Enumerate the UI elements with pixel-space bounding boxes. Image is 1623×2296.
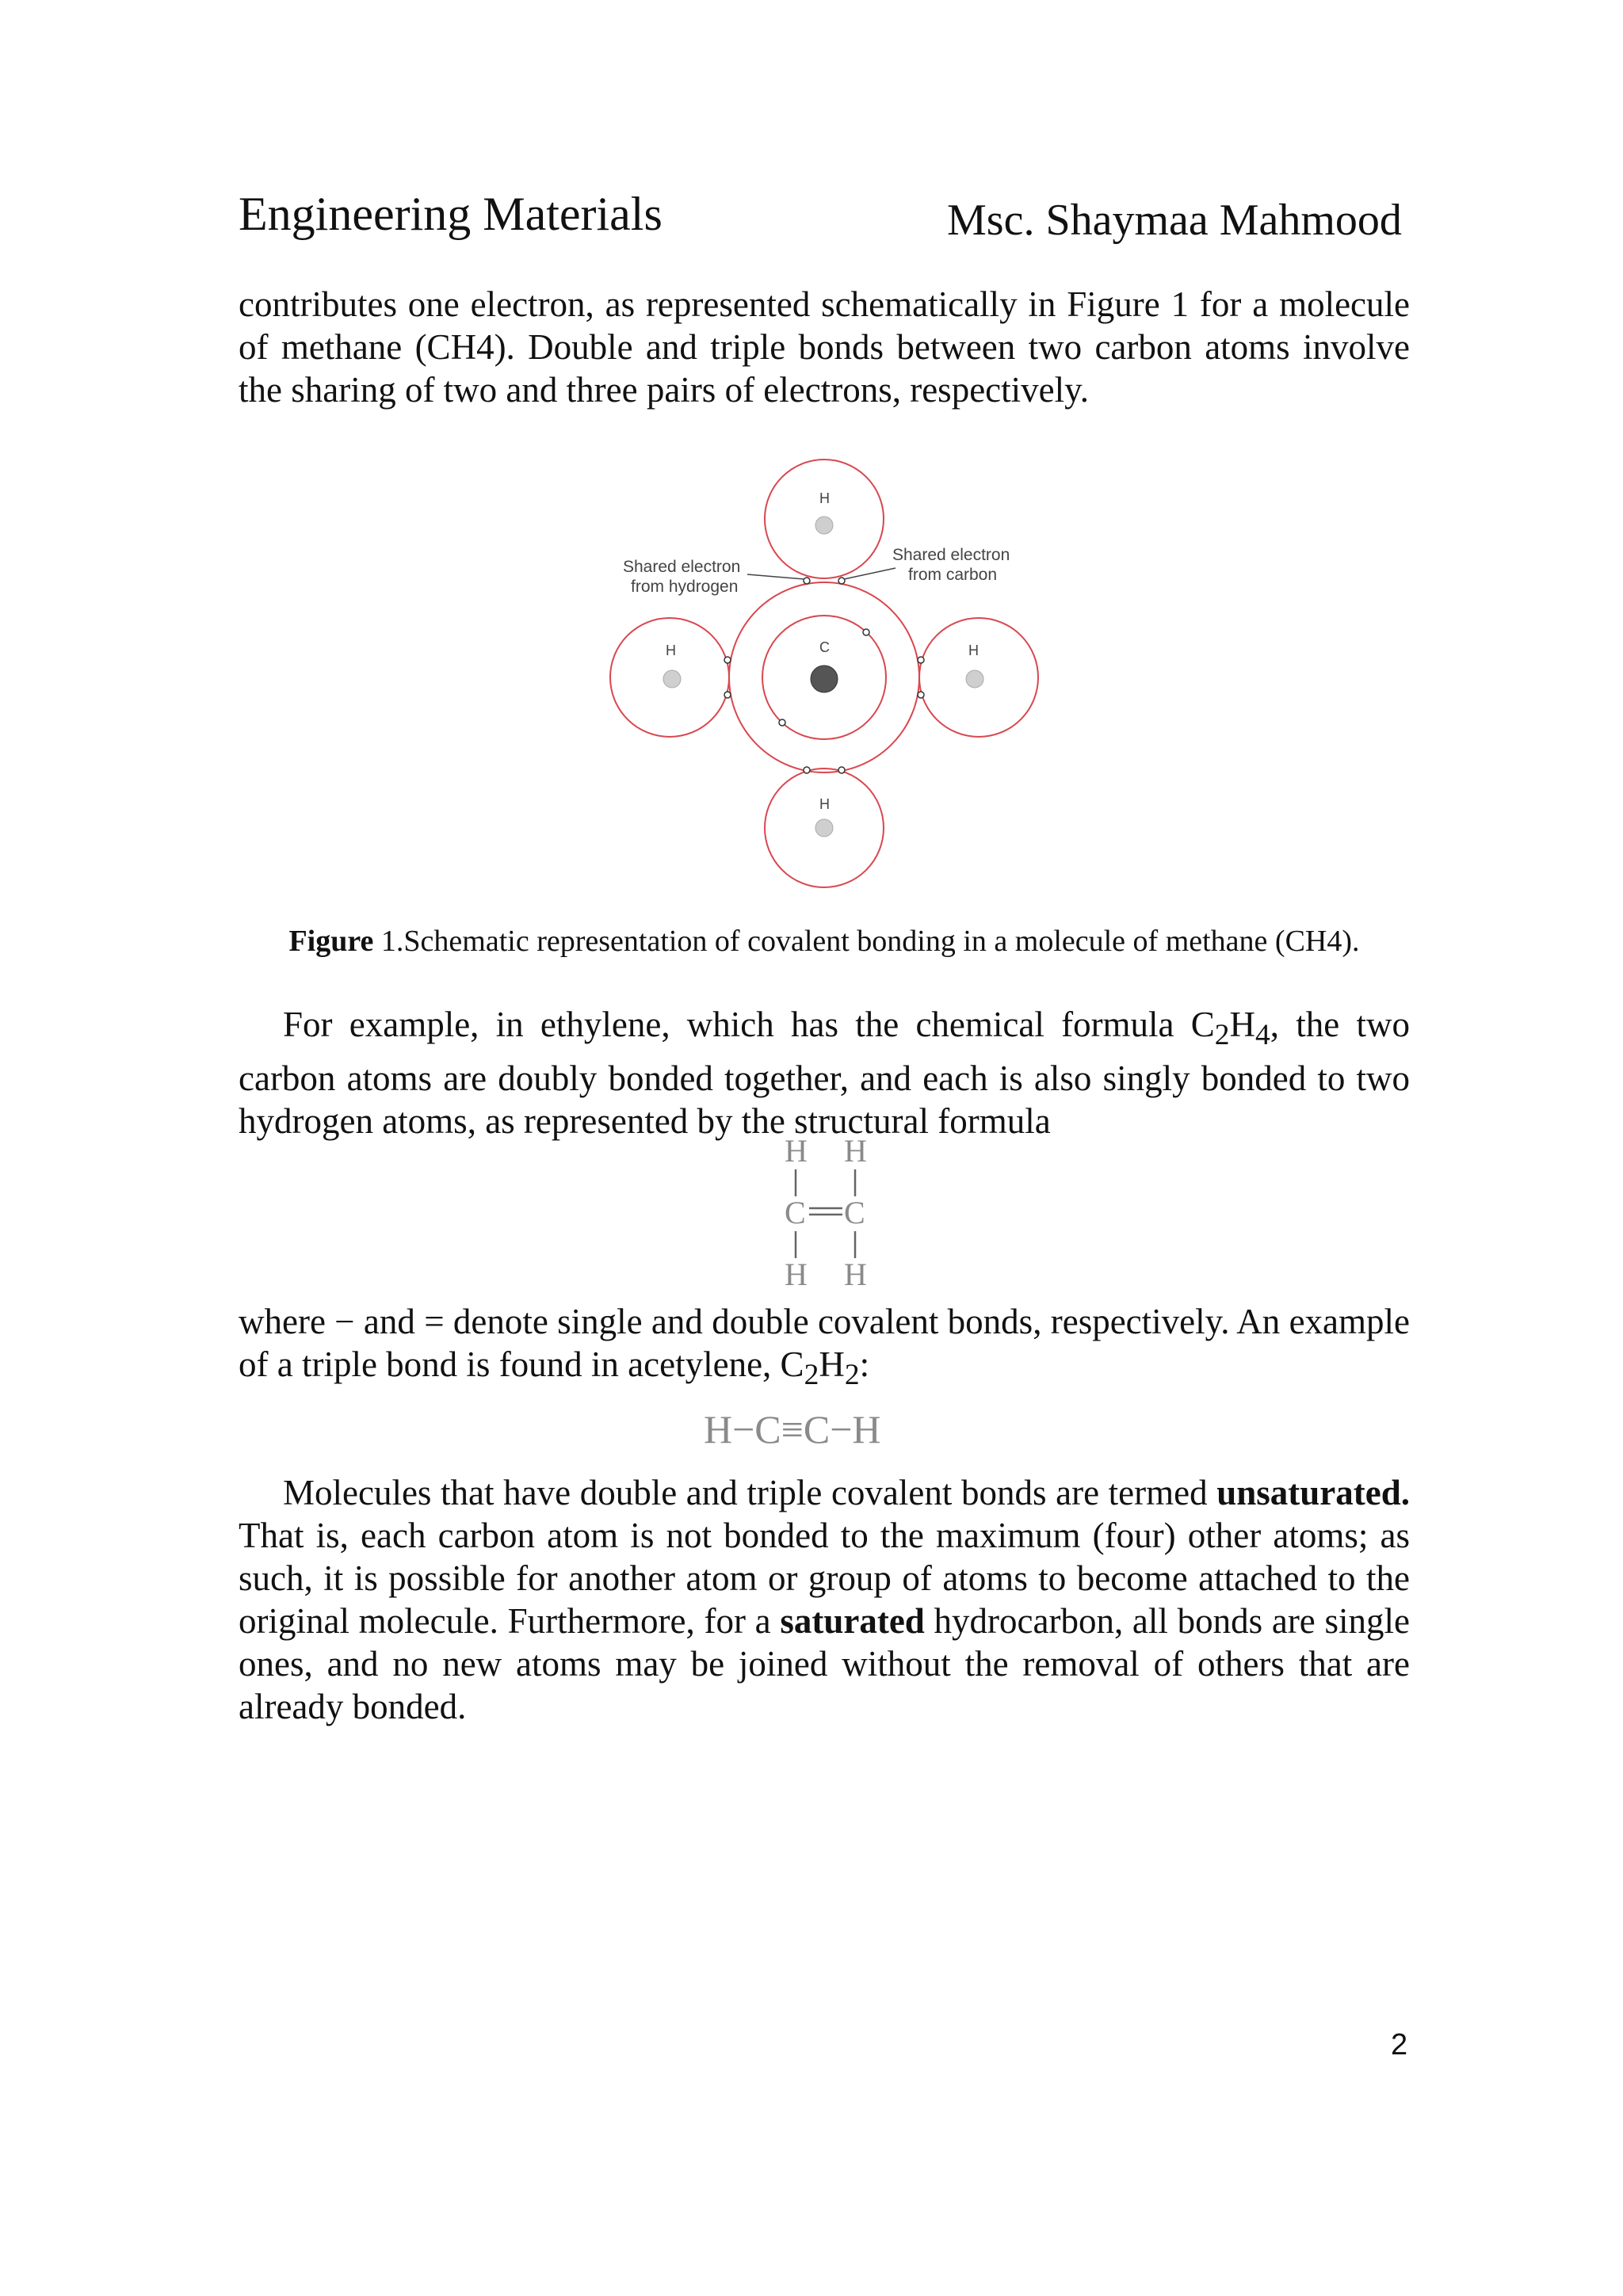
top-hydrogen-label: H	[819, 490, 830, 506]
figure-caption-text: 1.Schematic representation of covalent bonding in a molecule of methane (CH4).	[373, 925, 1360, 958]
left-hydrogen-label: H	[666, 643, 676, 658]
figure-caption-label: Figure	[288, 925, 374, 958]
acetylene-formula	[704, 1406, 941, 1451]
svg-text:H−C≡C−H: H−C≡C−H	[704, 1407, 881, 1451]
svg-text:from hydrogen: from hydrogen	[631, 578, 739, 596]
svg-text:Shared electron: Shared electron	[623, 558, 741, 576]
shared-electron-carbon-label	[844, 546, 1010, 584]
bonds-paragraph: where − and = denote single and double covalent bonds, respectively. An example of a triple bond is found in acetylene, $C_2H_2$:	[239, 1302, 1410, 1391]
svg-text:Shared electron: Shared electron	[892, 546, 1010, 564]
ethylene-h-top-left: H	[785, 1135, 808, 1169]
left-hydrogen-nucleus	[663, 670, 681, 688]
bottom-hydrogen-label: H	[819, 796, 830, 812]
ethylene-structural-formula	[773, 1135, 884, 1293]
ethylene-h-bottom-left: H	[785, 1257, 808, 1292]
shared-electron-hydrogen-label	[623, 558, 804, 596]
intro-paragraph: contributes one electron, as represented schematically in Figure 1 for a molecule of methane (CH4). Double and triple bonds between two carbon atoms involve the sharing of two and three pairs of electrons, respectively.	[239, 284, 1410, 410]
top-hydrogen-nucleus	[815, 517, 833, 534]
header-title: Engineering Materials	[239, 188, 663, 240]
right-hydrogen-label: H	[968, 643, 979, 658]
bottom-hydrogen-nucleus	[815, 819, 833, 837]
ethylene-c-left: C	[785, 1195, 806, 1230]
ethylene-h-top-right: H	[844, 1135, 867, 1169]
methane-bonding-figure	[594, 448, 1054, 895]
carbon-label: C	[819, 639, 830, 655]
ethylene-paragraph: For example, in ethylene, which has the chemical formula $C_2H_4$, the two carbon atoms are doubly bonded together, and each is also singly bonded to two hydrogen atoms, as represented by the structural formula	[239, 1005, 1410, 1141]
unsaturated-paragraph: Molecules that have double and triple covalent bonds are termed unsaturated. That is, each carbon atom is not bonded to the maximum (four) other atoms; as such, it is possible for another atom or group of atoms to become attached to the original molecule. Furthermore, for a saturated hydrocarbon, all bonds are single ones, and no new atoms may be joined without the removal of others that are already bonded.	[239, 1473, 1410, 1726]
carbon-nucleus	[811, 666, 838, 692]
ethylene-c-right: C	[844, 1195, 865, 1230]
right-hydrogen-nucleus	[966, 670, 983, 688]
svg-text:from carbon: from carbon	[908, 566, 998, 584]
ethylene-h-bottom-right: H	[844, 1257, 867, 1292]
header-author: Msc. Shaymaa Mahmood	[947, 196, 1402, 245]
page-number: 2	[1391, 2028, 1408, 2061]
figure-caption	[239, 923, 1410, 959]
